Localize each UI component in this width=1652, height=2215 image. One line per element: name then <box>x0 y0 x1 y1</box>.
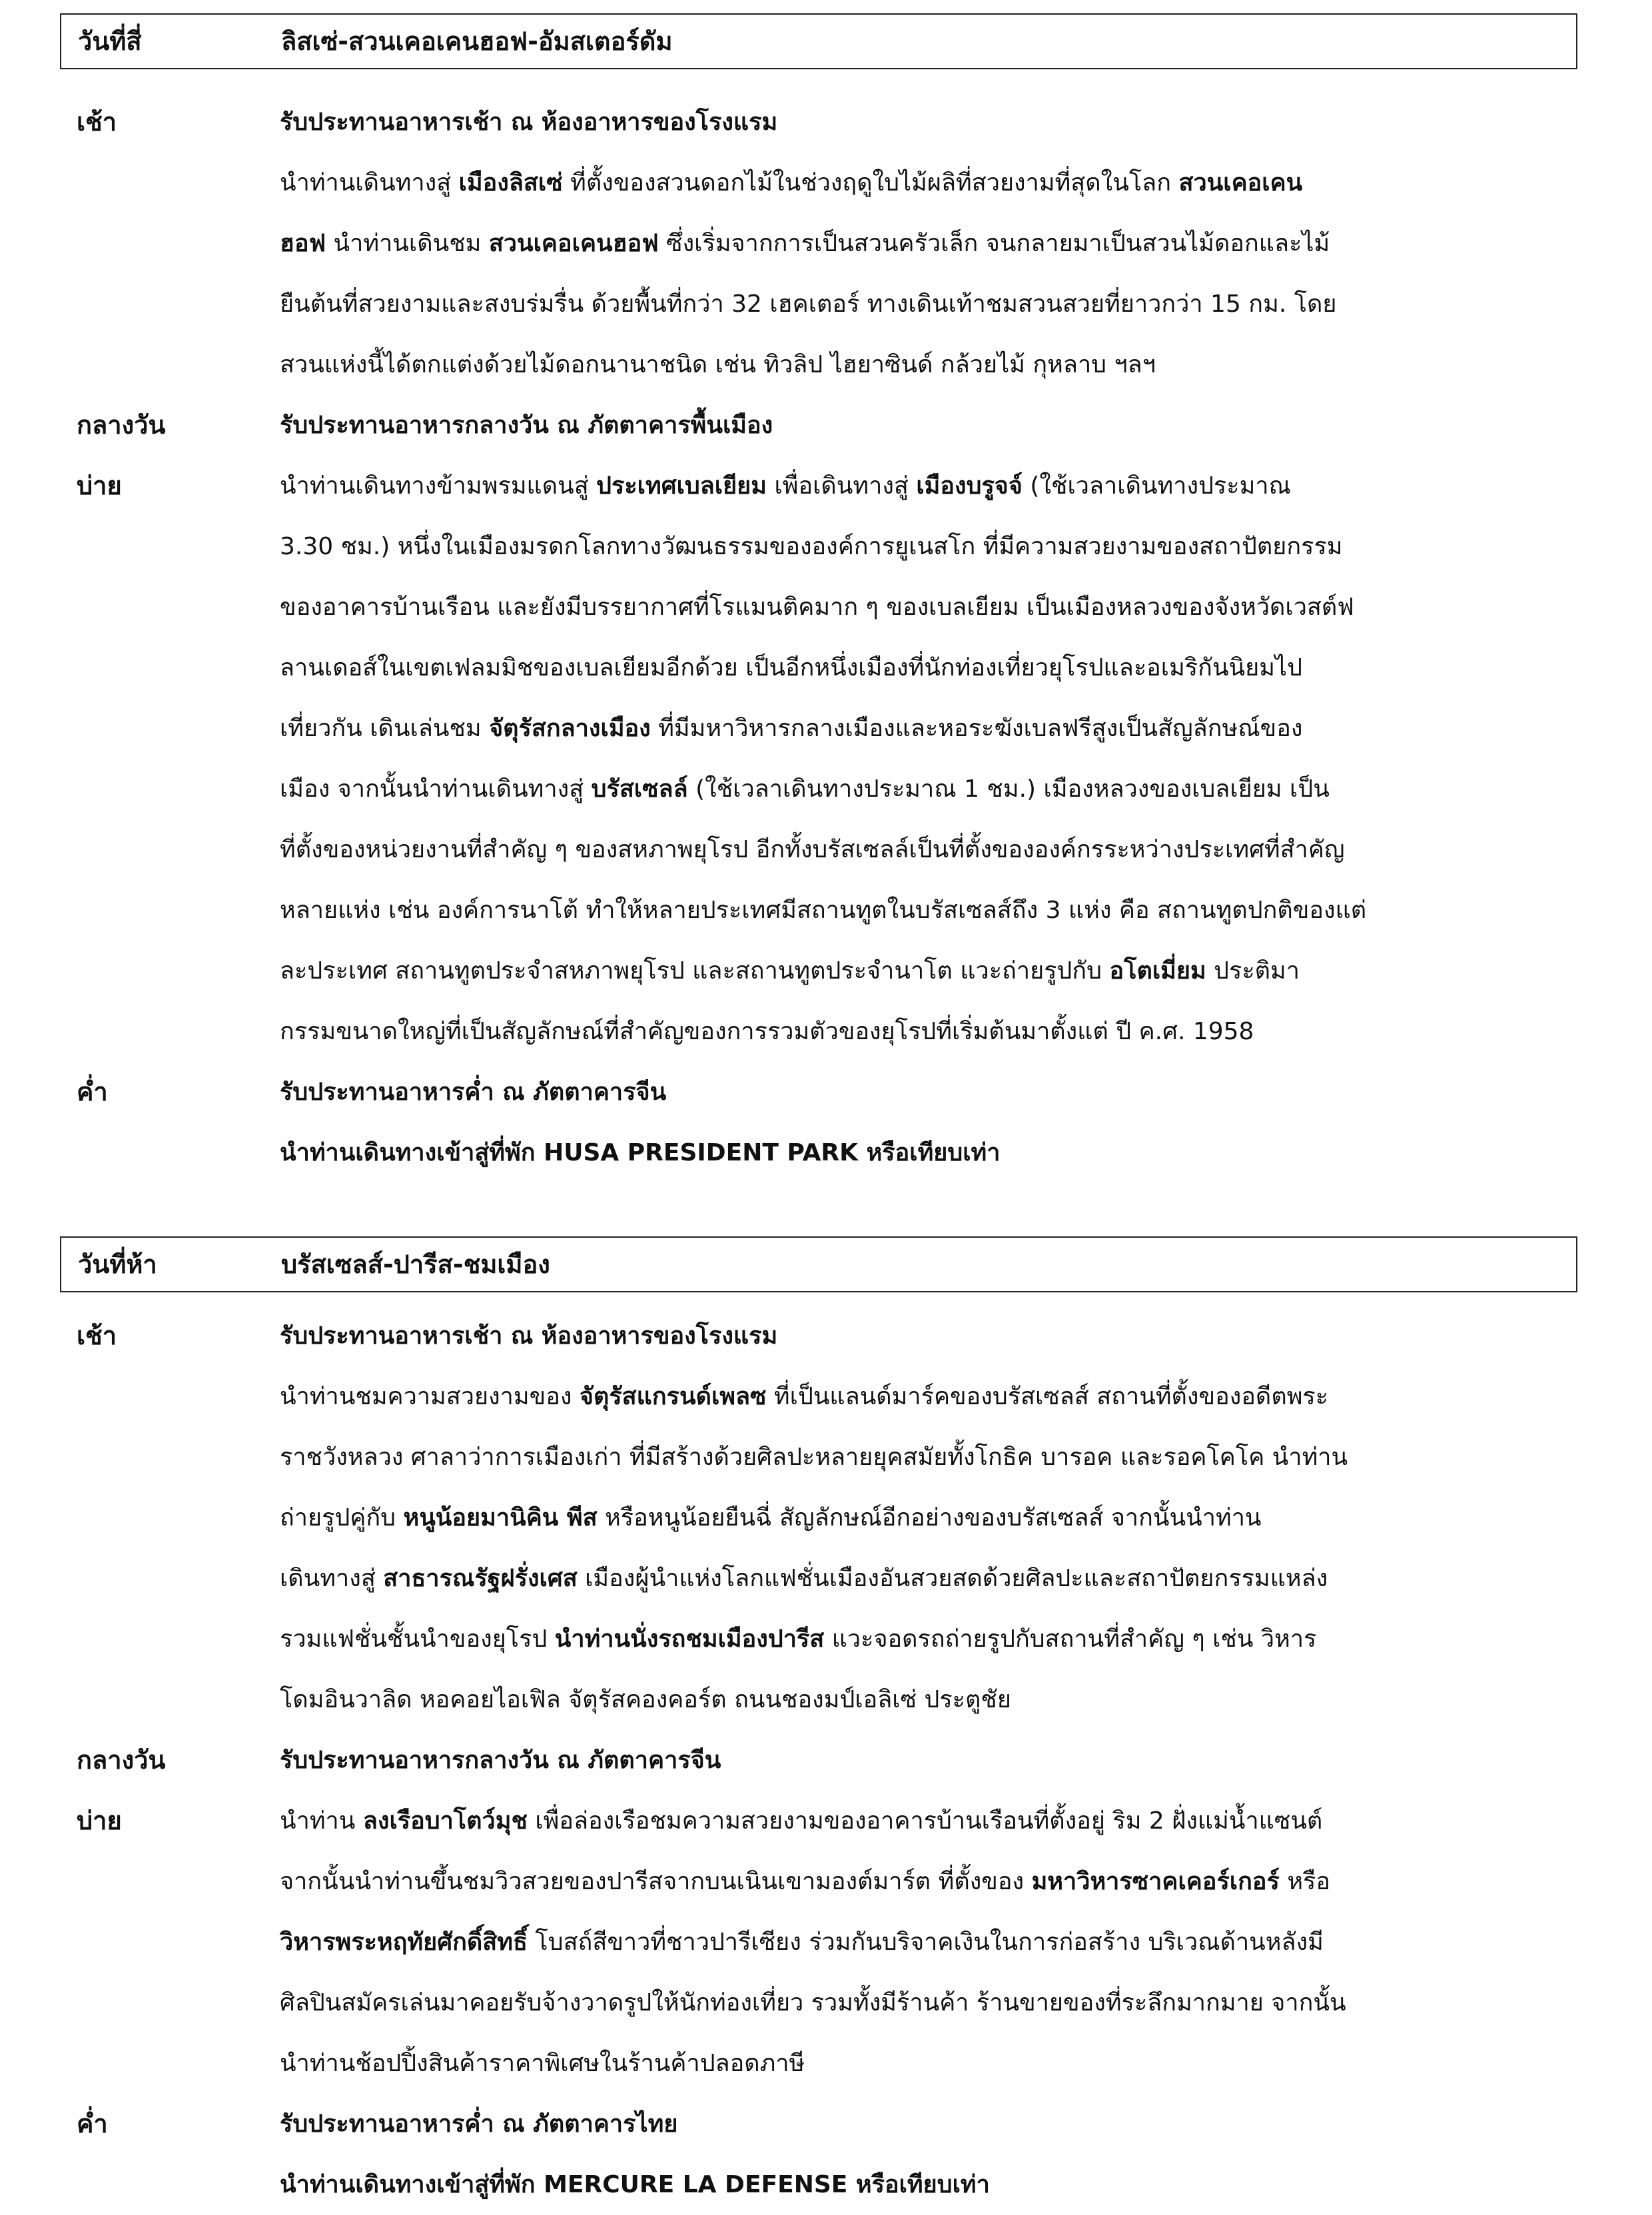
afternoon-details <box>280 456 1582 1062</box>
paragraph-line: ถ่ายรูปคู่กับ หนูน้อยมานิคิน พีส หรือหนูน้อยยืนฉี่ สัญลักษณ์อีกอย่างของบรัสเซลส์ จากนั้นนำท่าน <box>280 1504 1262 1532</box>
paragraph-line: นำท่านเดินทางข้ามพรมแดนสู่ ประเทศเบลเยียม เพื่อเดินทางสู่ เมืองบรูจจ์ (ใช้เวลาเดินทางประมาณ <box>280 472 1291 500</box>
paragraph-line: นำท่านเดินทางสู่ เมืองลิสเซ่ ที่ตั้งของสวนดอกไม้ในช่วงฤดูใบไม้ผลิที่สวยงามที่สุดในโลก สวนเคอเคน <box>280 169 1303 197</box>
day-five-header <box>60 1236 1577 1292</box>
paragraph-line: หลายแห่ง เช่น องค์การนาโต้ ทำให้หลายประเทศมีสถานทูตในบรัสเซลส์ถึง 3 แห่ง คือ สถานทูตปกติของแต่ <box>280 897 1367 924</box>
paragraph-line: กรรมขนาดใหญ่ที่เป็นสัญลักษณ์ที่สำคัญของการรวมตัวของยุโรปที่เริ่มต้นมาตั้งแต่ ปี ค.ศ. 1958 <box>280 1018 1254 1045</box>
afternoon-details <box>280 1791 1582 2094</box>
day-label: วันที่สี่ <box>78 27 142 56</box>
paragraph-line: ยืนต้นที่สวยงามและสงบร่มรื่น ด้วยพื้นที่กว่า 32 เฮคเตอร์ ทางเดินเท้าชมสวนสวยที่ยาวกว่า 15 กม. โดย <box>280 290 1337 318</box>
paragraph-line: ที่ตั้งของหน่วยงานที่สำคัญ ๆ ของสหภาพยุโรป อีกทั้งบรัสเซลล์เป็นที่ตั้งขององค์กรระหว่างประเทศที่สำคัญ <box>280 836 1345 863</box>
paragraph-line: รวมแฟชั่นชั้นนำของยุโรป นำท่านนั่งรถชมเมืองปารีส แวะจอดรถถ่ายรูปกับสถานที่สำคัญ ๆ เช่น วิหาร <box>280 1625 1317 1653</box>
slot-label-evening: ค่ำ <box>77 2109 108 2138</box>
slot-label-noon: กลางวัน <box>77 1745 166 1775</box>
paragraph-line: ลานเดอส์ในเขตเฟลมมิชของเบลเยียมอีกด้วย เป็นอีกหนึ่งเมืองที่นักท่องเที่ยวยุโรปและอเมริกันนิยมไป <box>280 654 1302 681</box>
dinner-line: รับประทานอาหารค่ำ ณ ภัตตาคารจีน <box>280 1079 667 1106</box>
breakfast-line: รับประทานอาหารเช้า ณ ห้องอาหารของโรงแรม <box>280 1322 778 1350</box>
noon-details <box>280 1730 1582 1791</box>
paragraph-line: ราชวังหลวง ศาลาว่าการเมืองเก่า ที่มีสร้างด้วยศิลปะหลายยุคสมัยทั้งโกธิค บารอค และรอคโคโค นำท่าน <box>280 1444 1348 1471</box>
paragraph-line: วิหารพระหฤทัยศักดิ์สิทธิ์ โบสถ์สีขาวที่ชาวปารีเซียง ร่วมกันบริจาคเงินในการก่อสร้าง บริเวณด้านหลังมี <box>280 1929 1324 1956</box>
day-title: ลิสเซ่-สวนเคอเคนฮอฟ-อัมสเตอร์ดัม <box>281 27 673 56</box>
paragraph-line: ละประเทศ สถานทูตประจำสหภาพยุโรป และสถานทูตประจำนาโต แวะถ่ายรูปกับ อโตเมี่ยม ประติมา <box>280 957 1300 985</box>
day-label: วันที่ห้า <box>78 1250 157 1279</box>
paragraph-line: ของอาคารบ้านเรือน และยังมีบรรยากาศที่โรแมนติคมาก ๆ ของเบลเยียม เป็นเมืองหลวงของจังหวัดเวสต์ฟ <box>280 594 1354 621</box>
paragraph-line: 3.30 ชม.) หนึ่งในเมืองมรดกโลกทางวัฒนธรรมขององค์การยูเนสโก ที่มีความสวยงามของสถาปัตยกรรม <box>280 533 1343 560</box>
paragraph-line: นำท่าน ลงเรือบาโตว์มุช เพื่อล่องเรือชมความสวยงามของอาคารบ้านเรือนที่ตั้งอยู่ ริม 2 ฝั่งแม่น้ำแซนต์ <box>280 1807 1323 1835</box>
morning-details <box>280 92 1582 395</box>
evening-details <box>280 2094 1582 2215</box>
noon-details <box>280 395 1582 456</box>
slot-label-noon: กลางวัน <box>77 410 166 440</box>
paragraph-line: ศิลปินสมัครเล่นมาคอยรับจ้างวาดรูปให้นักท่องเที่ยว รวมทั้งมีร้านค้า ร้านขายของที่ระลึกมากมาย จากนั้น <box>280 1989 1346 2016</box>
paragraph-line: จากนั้นนำท่านขึ้นชมวิวสวยของปารีสจากบนเนินเขามองต์มาร์ต ที่ตั้งของ มหาวิหารซาคเคอร์เกอร์ หรือ <box>280 1868 1331 1895</box>
slot-label-afternoon: บ่าย <box>77 471 122 500</box>
slot-label-morning: เช้า <box>77 1321 117 1350</box>
slot-label-afternoon: บ่าย <box>77 1806 122 1835</box>
slot-label-morning: เช้า <box>77 107 117 137</box>
paragraph-line: นำท่านชมความสวยงามของ จัตุรัสแกรนด์เพลซ ที่เป็นแลนด์มาร์คของบรัสเซลส์ สถานที่ตั้งของอดีตพระ <box>280 1383 1329 1410</box>
day-four-header <box>60 13 1577 69</box>
breakfast-line: รับประทานอาหารเช้า ณ ห้องอาหารของโรงแรม <box>280 109 778 136</box>
evening-details <box>280 1062 1582 1183</box>
paragraph-line: โดมอินวาลิด หอคอยไอเฟิล จัตุรัสคองคอร์ต ถนนชองมป์เอลิเซ่ ประตูชัย <box>280 1686 1011 1713</box>
dinner-line: รับประทานอาหารค่ำ ณ ภัตตาคารไทย <box>280 2110 678 2138</box>
slot-label-evening: ค่ำ <box>77 1077 108 1107</box>
hotel-line: นำท่านเดินทางเข้าสู่ที่พัก HUSA PRESIDENT PARK หรือเทียบเท่า <box>280 1139 1001 1166</box>
day-title: บรัสเซลส์-ปารีส-ชมเมือง <box>281 1250 550 1279</box>
paragraph-line: เที่ยวกัน เดินเล่นชม จัตุรัสกลางเมือง ที่มีมหาวิหารกลางเมืองและหอระฆังเบลฟรีสูงเป็นสัญลักษณ์ของ <box>280 715 1303 742</box>
hotel-line: นำท่านเดินทางเข้าสู่ที่พัก MERCURE LA DEFENSE หรือเทียบเท่า <box>280 2171 990 2198</box>
lunch-line: รับประทานอาหารกลางวัน ณ ภัตตาคารพื้นเมือง <box>280 412 773 439</box>
paragraph-line: สวนแห่งนี้ได้ตกแต่งด้วยไม้ดอกนานาชนิด เช่น ทิวลิป ไฮยาซินด์ กล้วยไม้ กุหลาบ ฯลฯ <box>280 351 1156 378</box>
paragraph-line: เมือง จากนั้นนำท่านเดินทางสู่ บรัสเซลล์ (ใช้เวลาเดินทางประมาณ 1 ชม.) เมืองหลวงของเบลเยียม เป็น <box>280 775 1330 803</box>
morning-details <box>280 1306 1582 1730</box>
paragraph-line: นำท่านช้อปปิ้งสินค้าราคาพิเศษในร้านค้าปลอดภาษี <box>280 2050 805 2077</box>
paragraph-line: ฮอฟ นำท่านเดินชม สวนเคอเคนฮอฟ ซึ่งเริ่มจากการเป็นสวนครัวเล็ก จนกลายมาเป็นสวนไม้ดอกและไม้ <box>280 230 1330 257</box>
lunch-line: รับประทานอาหารกลางวัน ณ ภัตตาคารจีน <box>280 1747 721 1774</box>
paragraph-line: เดินทางสู่ สาธารณรัฐฝรั่งเศส เมืองผู้นำแห่งโลกแฟชั่นเมืองอันสวยสดด้วยศิลปะและสถาปัตยกรรมแหล่ง <box>280 1565 1328 1592</box>
